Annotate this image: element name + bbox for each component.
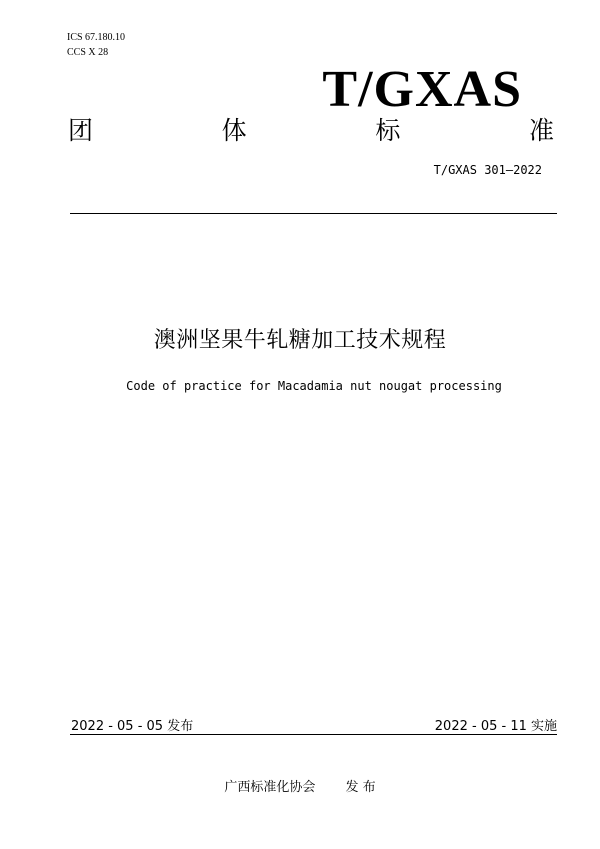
- ccs-code: CCS X 28: [67, 47, 109, 58]
- document-title-en: Code of practice for Macadamia nut nougat processing: [126, 379, 502, 393]
- ics-code: ICS 67.180.10: [67, 32, 126, 43]
- issue-date: 2022 - 05 - 05 发布: [71, 719, 194, 734]
- publisher-name: 广西标准化协会: [224, 780, 316, 795]
- group-standard-heading: [68, 116, 554, 146]
- heading-char: 标: [375, 116, 401, 145]
- document-title-cn: 澳洲坚果牛轧糖加工技术规程: [153, 328, 447, 353]
- heading-char: 准: [528, 116, 554, 145]
- effective-date: 2022 - 05 - 11 实施: [434, 719, 557, 734]
- heading-char: 团: [68, 116, 94, 145]
- heading-char: 体: [221, 116, 247, 145]
- publisher-line: [0, 776, 600, 795]
- publish-label: 发 布: [345, 780, 376, 795]
- header-divider: [70, 213, 557, 214]
- standard-number: T/GXAS 301—2022: [433, 163, 542, 177]
- footer-divider: [70, 734, 557, 735]
- standard-logo: T/GXAS: [322, 61, 522, 118]
- classification-codes: [67, 30, 125, 60]
